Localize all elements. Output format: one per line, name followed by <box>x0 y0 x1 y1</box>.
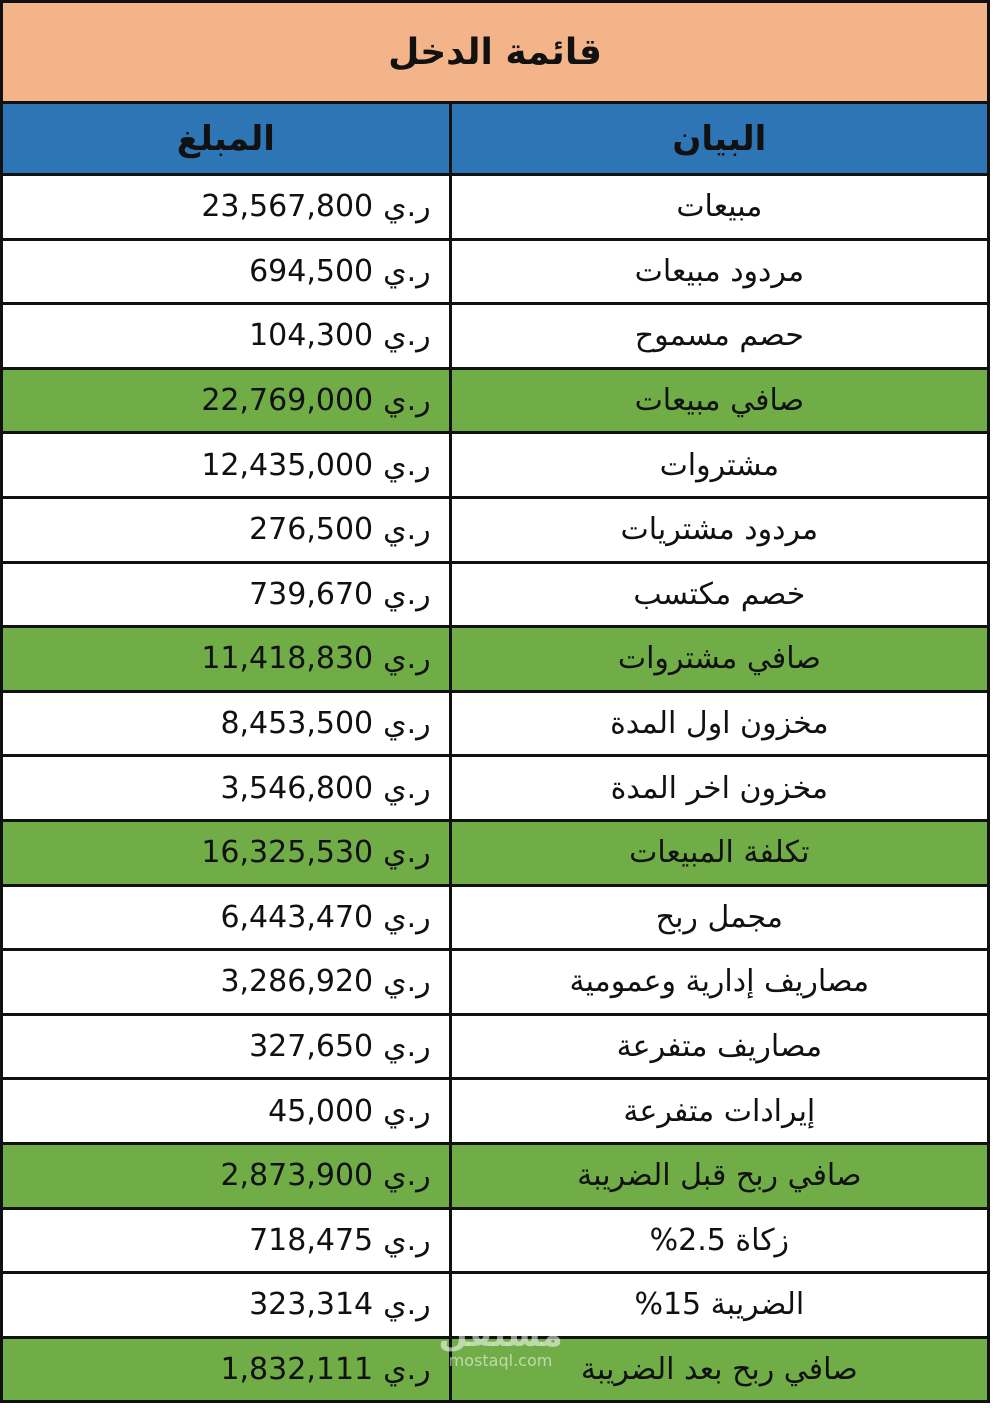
amount-value: 6,443,470 <box>220 899 374 935</box>
row-label: مخزون اخر المدة <box>610 770 828 806</box>
currency-label: ر.ي <box>383 835 431 871</box>
row-amount <box>3 577 449 612</box>
row-amount <box>3 1352 449 1387</box>
row-label: صافي مشتروات <box>617 641 821 677</box>
row-amount-cell <box>3 176 452 238</box>
row-label: زكاة 2.5% <box>649 1222 790 1258</box>
table-row-total <box>3 370 987 435</box>
currency-label: ر.ي <box>383 1029 431 1065</box>
table-row <box>3 1080 987 1145</box>
amount-value: 739,670 <box>249 576 374 612</box>
table-title-row <box>3 3 987 104</box>
table-row <box>3 693 987 758</box>
table-row <box>3 951 987 1016</box>
header-amount: المبلغ <box>3 104 452 173</box>
table-row <box>3 305 987 370</box>
row-amount-cell <box>3 1274 452 1336</box>
row-label: مردود مشتريات <box>620 512 819 548</box>
row-amount <box>3 771 449 806</box>
table-row <box>3 176 987 241</box>
row-amount-cell <box>3 499 452 561</box>
row-amount <box>3 512 449 547</box>
currency-label: ر.ي <box>383 641 431 677</box>
header-description: البيان <box>672 118 767 159</box>
currency-label: ر.ي <box>383 1158 431 1194</box>
row-label: صافي ربح بعد الضريبة <box>580 1351 858 1387</box>
row-amount <box>3 254 449 289</box>
row-amount-cell <box>3 887 452 949</box>
currency-label: ر.ي <box>383 253 431 289</box>
table-row-total <box>3 628 987 693</box>
row-amount-cell <box>3 1016 452 1078</box>
row-amount-cell <box>3 1080 452 1142</box>
row-amount-cell <box>3 1145 452 1207</box>
table-row-total <box>3 1339 987 1404</box>
row-label: مبيعات <box>676 189 763 225</box>
row-amount <box>3 964 449 999</box>
row-amount-cell <box>3 434 452 496</box>
table-row <box>3 887 987 952</box>
currency-label: ر.ي <box>383 770 431 806</box>
amount-value: 694,500 <box>249 253 374 289</box>
row-amount <box>3 318 449 353</box>
currency-label: ر.ي <box>383 576 431 612</box>
row-label: مصاريف متفرعة <box>616 1029 823 1065</box>
currency-label: ر.ي <box>383 318 431 354</box>
amount-value: 22,769,000 <box>201 383 374 419</box>
amount-value: 327,650 <box>249 1029 374 1065</box>
amount-value: 16,325,530 <box>201 835 374 871</box>
row-label: مصاريف إدارية وعمومية <box>569 964 870 1000</box>
watermark-arabic: مستقل <box>438 1315 563 1355</box>
row-amount <box>3 383 449 418</box>
currency-label: ر.ي <box>383 899 431 935</box>
row-amount <box>3 448 449 483</box>
table-row <box>3 434 987 499</box>
row-amount-cell <box>3 370 452 432</box>
row-label: مجمل ربح <box>655 899 783 935</box>
row-amount <box>3 1287 449 1322</box>
table-row <box>3 499 987 564</box>
currency-label: ر.ي <box>383 1287 431 1323</box>
table-row <box>3 1274 987 1339</box>
row-label: مردود مبيعات <box>634 253 805 289</box>
row-amount-cell <box>3 564 452 626</box>
amount-value: 11,418,830 <box>201 641 374 677</box>
row-amount-cell <box>3 1339 452 1401</box>
table-body <box>3 176 987 1403</box>
row-amount-cell <box>3 1210 452 1272</box>
row-label: مشتروات <box>659 447 780 483</box>
row-amount <box>3 641 449 676</box>
currency-label: ر.ي <box>383 383 431 419</box>
row-amount-cell <box>3 757 452 819</box>
watermark-latin: mostaql.com <box>448 1351 553 1370</box>
amount-value: 3,546,800 <box>220 770 374 806</box>
amount-value: 45,000 <box>268 1093 374 1129</box>
amount-value: 23,567,800 <box>201 189 374 225</box>
row-amount <box>3 1158 449 1193</box>
currency-label: ر.ي <box>383 1351 431 1387</box>
amount-value: 323,314 <box>249 1287 374 1323</box>
currency-label: ر.ي <box>383 189 431 225</box>
currency-label: ر.ي <box>383 1222 431 1258</box>
row-amount-cell <box>3 241 452 303</box>
table-row <box>3 1210 987 1275</box>
row-label: صافي ربح قبل الضريبة <box>577 1158 862 1194</box>
row-label: حصم مسموح <box>634 318 804 354</box>
row-label: تكلفة المبيعات <box>629 835 810 871</box>
table-row <box>3 564 987 629</box>
table-title: قائمة الدخل <box>388 31 602 73</box>
row-amount <box>3 835 449 870</box>
row-amount-cell <box>3 822 452 884</box>
row-amount-cell <box>3 951 452 1013</box>
table-row <box>3 241 987 306</box>
amount-value: 104,300 <box>249 318 374 354</box>
table-row-total <box>3 1145 987 1210</box>
amount-value: 12,435,000 <box>201 447 374 483</box>
currency-label: ر.ي <box>383 447 431 483</box>
table-row-total <box>3 822 987 887</box>
row-amount <box>3 1223 449 1258</box>
row-label: مخزون اول المدة <box>610 706 829 742</box>
currency-label: ر.ي <box>383 512 431 548</box>
row-label: الضريبة 15% <box>634 1287 805 1323</box>
amount-value: 8,453,500 <box>220 706 374 742</box>
table-row <box>3 1016 987 1081</box>
row-label: إيرادات متفرعة <box>623 1093 816 1129</box>
row-amount <box>3 1029 449 1064</box>
table-row <box>3 757 987 822</box>
row-amount <box>3 189 449 224</box>
table-header-row <box>3 104 987 176</box>
currency-label: ر.ي <box>383 706 431 742</box>
row-amount <box>3 706 449 741</box>
row-amount-cell <box>3 693 452 755</box>
amount-value: 3,286,920 <box>220 964 374 1000</box>
row-amount-cell <box>3 305 452 367</box>
currency-label: ر.ي <box>383 1093 431 1129</box>
amount-value: 718,475 <box>249 1222 374 1258</box>
row-amount <box>3 1094 449 1129</box>
amount-value: 1,832,111 <box>220 1351 374 1387</box>
row-label: خصم مكتسب <box>633 576 806 612</box>
amount-value: 276,500 <box>249 512 374 548</box>
row-amount <box>3 900 449 935</box>
row-label: صافي مبيعات <box>634 383 805 419</box>
amount-value: 2,873,900 <box>220 1158 374 1194</box>
currency-label: ر.ي <box>383 964 431 1000</box>
row-amount-cell <box>3 628 452 690</box>
